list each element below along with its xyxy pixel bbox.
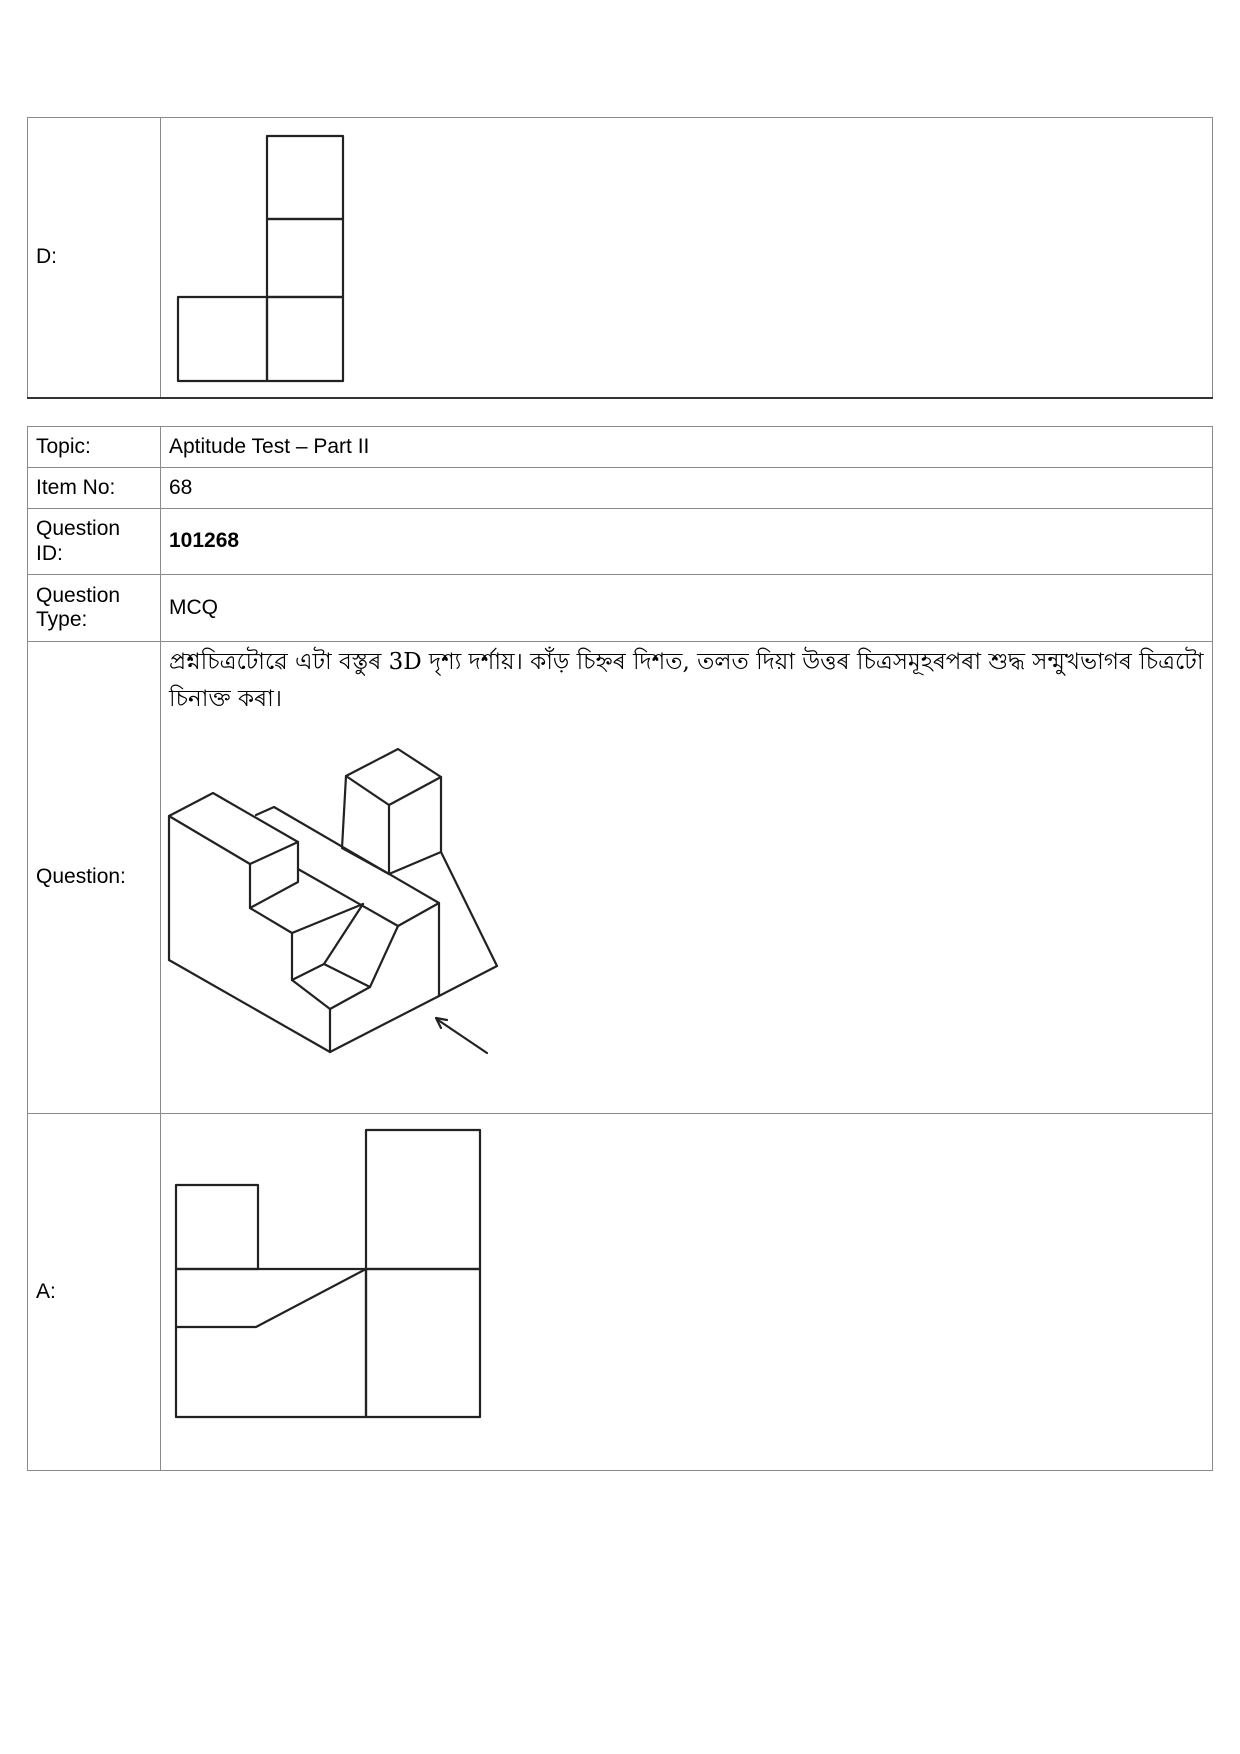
- long-bar-inner-edge: [298, 869, 398, 926]
- question-3d-figure: [161, 722, 581, 1102]
- item-no-row: [28, 468, 1213, 509]
- question-type-label: Question Type:: [28, 575, 161, 642]
- question-id-row: [28, 509, 1213, 575]
- item-no-label: Item No:: [28, 468, 161, 509]
- topic-value: Aptitude Test – Part II: [161, 427, 1213, 468]
- isometric-object: [169, 749, 497, 1052]
- option-d-row: [28, 118, 1213, 398]
- option-a-figure: [161, 1115, 561, 1470]
- option-a-figure-cell: [161, 1114, 1213, 1471]
- question-id-label: Question ID:: [28, 509, 161, 575]
- question-id-value: 101268: [161, 509, 1213, 575]
- option-d-figure-cell: [161, 118, 1213, 398]
- a-top-right-box: [366, 1130, 480, 1269]
- question-label: Question:: [28, 642, 161, 1114]
- lower-step-back: [292, 964, 324, 980]
- a-bottom-left-box: [176, 1269, 366, 1417]
- d-square-bottom-right: [267, 297, 343, 381]
- question-row: [28, 642, 1213, 1114]
- option-d-table: [27, 117, 1213, 399]
- option-d-figure: [161, 118, 561, 396]
- base-right-edge: [330, 996, 439, 1052]
- item-no-value: 68: [161, 468, 1213, 509]
- lower-step-top: [292, 980, 370, 1009]
- option-d-label: D:: [28, 118, 161, 398]
- option-a-drawing: [176, 1130, 480, 1417]
- d-square-bottom-left: [178, 297, 267, 381]
- arrow-shaft: [438, 1020, 487, 1053]
- direction-arrow-icon: [436, 1018, 487, 1053]
- question-type-row: [28, 575, 1213, 642]
- long-bar-top: [256, 807, 439, 996]
- cube-top-face: [346, 749, 441, 805]
- question-text: প্ৰশ্নচিত্ৰটোৱে এটা বস্তুৰ 3D দৃশ্য দৰ্শায়। কাঁড় চিহ্নৰ দিশত, তলত দিয়া উত্তৰ চিত্ৰসমূহৰপৰা শুদ্ধ সন্মুখভাগৰ চিত্ৰটো চিনাক্ত কৰা।: [169, 649, 1204, 712]
- a-sloped-line: [176, 1269, 366, 1327]
- question-table: [27, 426, 1213, 1471]
- slope-face: [439, 852, 497, 996]
- left-block-top: [169, 793, 298, 864]
- cube-side-edges: [342, 776, 441, 874]
- question-cell: [161, 642, 1213, 1114]
- topic-row: [28, 427, 1213, 468]
- a-top-left-box: [176, 1185, 258, 1269]
- question-type-value: MCQ: [161, 575, 1213, 642]
- long-bar-end: [398, 903, 439, 926]
- option-a-row: [28, 1114, 1213, 1471]
- a-bottom-right-box: [366, 1269, 480, 1417]
- topic-label: Topic:: [28, 427, 161, 468]
- d-square-middle: [267, 219, 343, 297]
- option-a-label: A:: [28, 1114, 161, 1471]
- d-square-top: [267, 136, 343, 219]
